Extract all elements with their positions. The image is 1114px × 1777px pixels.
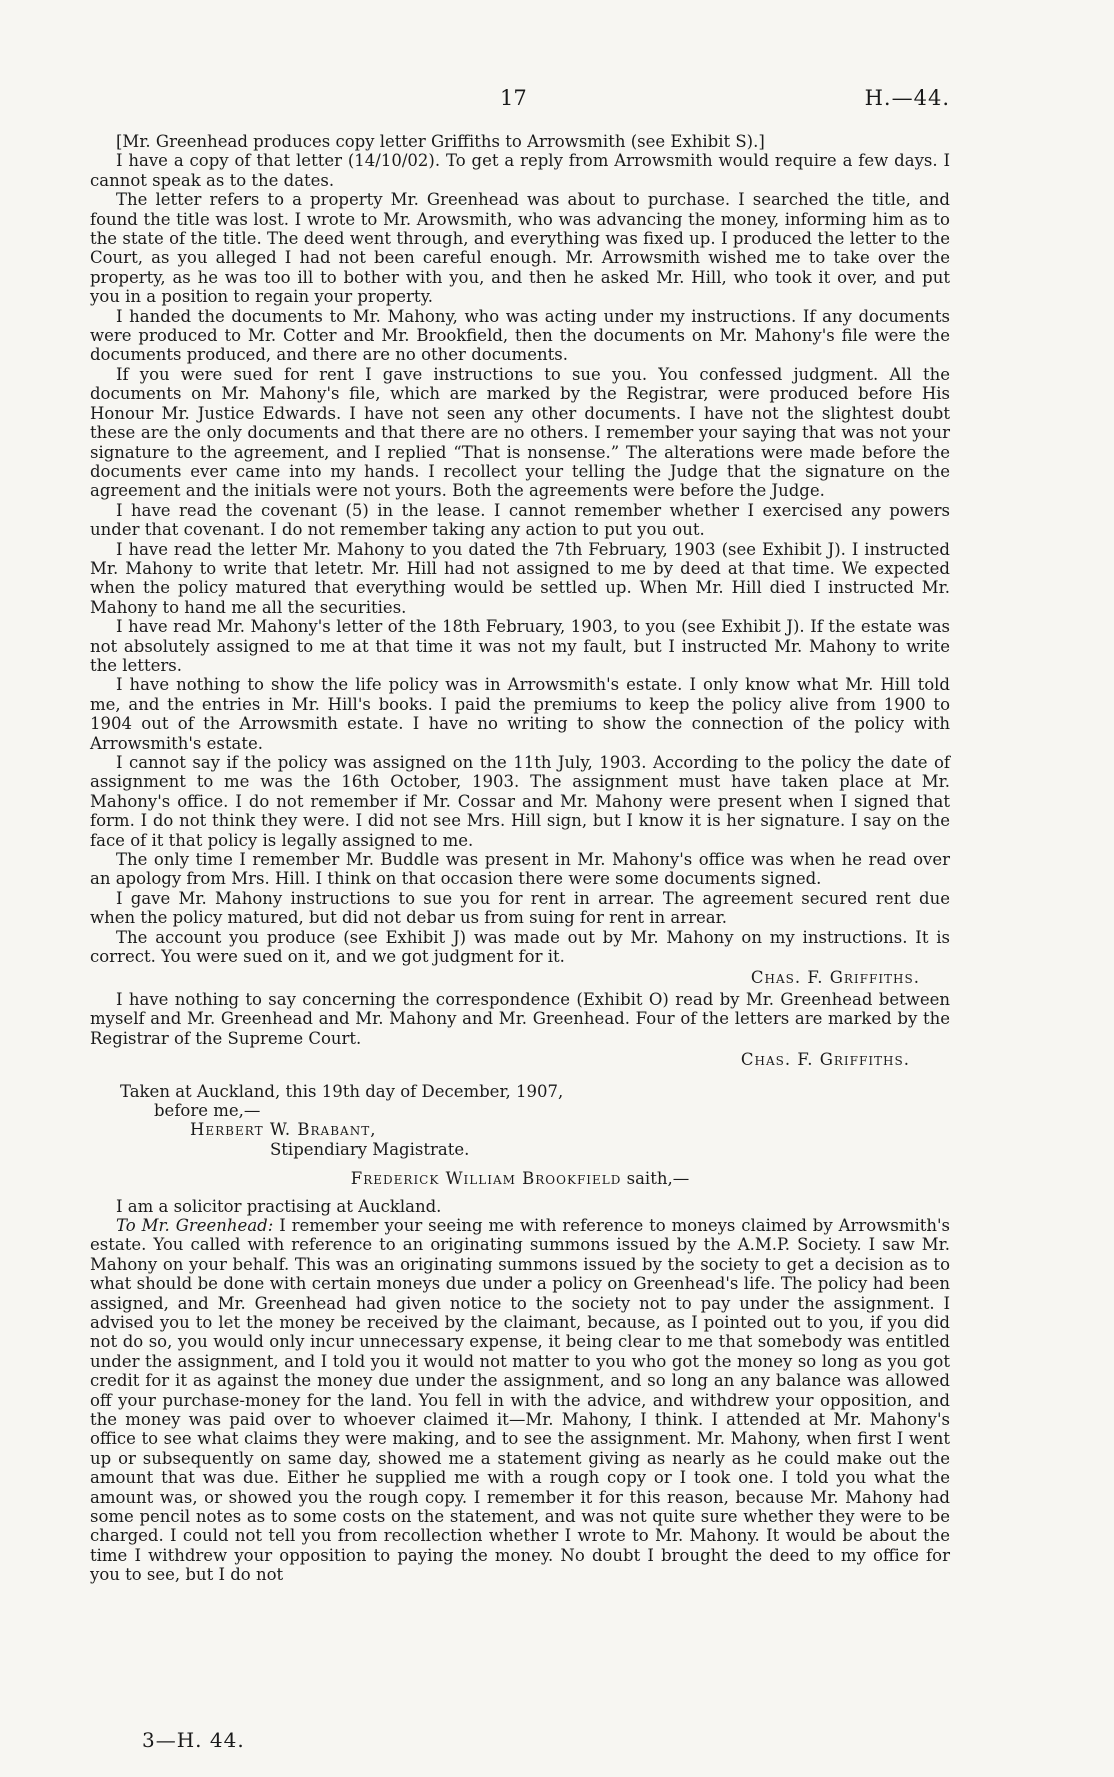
jurat-taken: Taken at Auckland, this 19th day of December, 1907, (120, 1081, 564, 1101)
paragraph: I handed the documents to Mr. Mahony, who was acting under my instructions. If any documents were produced to Mr. Cotter and Mr. Brookfield, then the documents on Mr. Mahony's file were the documents produced, and there are no other documents. (90, 306, 950, 365)
paper-reference: H.—44. (864, 86, 950, 110)
page-number: 17 (500, 86, 527, 110)
paragraph: The only time I remember Mr. Buddle was present in Mr. Mahony's office was when he read over an apology from Mrs. Hill. I think on that occasion there were some documents signed. (90, 850, 950, 889)
paragraph: I have nothing to say concerning the correspondence (Exhibit O) read by Mr. Greenhead between myself and Mr. Greenhead and Mr. Mahony and Mr. Greenhead. Four of the letters are marked by the Registrar of the Supreme Court. (90, 989, 950, 1048)
witness-saith: saith,— (621, 1169, 690, 1189)
testimony-text: I remember your seeing me with reference to moneys claimed by Arrowsmith's estate. You called with reference to an originating summons issued by the A.M.P. Society. I saw Mr. Mahony on your behalf. This was an originating summons issued by the society to get a decision as to what should be done with certain moneys due under a policy on Greenhead's life. The policy had been assigned, and Mr. Greenhead had given notice to the society not to pay under the assignment. I advised you to let the money be received by the claimant, because, as I pointed out to you, if you did not do so, you would only incur unnecessary expense, it being clear to me that somebody was entitled under the assignment, and I told you it would not matter to you who got the money so long as you got credit for it as against the money due under the assignment, and so long an any balance was allowed off your purchase-money for the land. You fell in with the advice, and withdrew your opposition, and the money was paid over to whoever claimed it—Mr. Mahony, I think. I attended at Mr. Mahony's office to see what claims they were making, and to see the assignment. Mr. Mahony, when first I went up or subsequently on same day, showed me a statement giving as nearly as he could make out the amount that was due. Either he supplied me with a rough copy or I took one. I told you what the amount was, or showed you the rough copy. I remember it for this reason, because Mr. Mahony had some pencil notes as to some costs on the statement, and was not quite sure whether they were to be charged. I could not tell you from recollection whether I wrote to Mr. Mahony. It would be about the time I withdrew your opposition to paying the money. No doubt I brought the deed to my office for you to see, but I do not (90, 1215, 951, 1585)
magistrate-title: Stipendiary Magistrate. (270, 1139, 470, 1159)
testimony-lead: To Mr. Greenhead: (116, 1215, 274, 1235)
signature-griffiths-1: Chas. F. Griffiths. (750, 968, 920, 988)
document-body (90, 132, 950, 1585)
jurat-before: before me,— (154, 1100, 261, 1120)
page-header (90, 86, 950, 116)
paragraph: The account you produce (see Exhibit J) was made out by Mr. Mahony on my instructions. It is correct. You were sued on it, and we got judgment for it. (90, 927, 950, 967)
signature-griffiths-2: Chas. F. Griffiths. (740, 1050, 910, 1070)
paragraph: I have read Mr. Mahony's letter of the 18th February, 1903, to you (see Exhibit J). If the estate was not absolutely assigned to me at that time it was not my fault, but I instructed Mr. Mahony to write the letters. (90, 617, 950, 675)
paragraph: I have a copy of that letter (14/10/02). To get a reply from Arrowsmith would require a few days. I cannot speak as to the dates. (90, 151, 950, 190)
magistrate-name: Herbert W. Brabant, (190, 1120, 377, 1140)
paragraph: I have nothing to show the life policy was in Arrowsmith's estate. I only know what Mr. Hill told me, and the entries in Mr. Hill's books. I paid the premiums to keep the policy alive from 1900 to 1904 out of the Arrowsmith estate. I have no writing to show the connection of the policy with Arrowsmith's estate. (90, 675, 950, 753)
paragraph: I gave Mr. Mahony instructions to sue you for rent in arrear. The agreement secured rent due when the policy matured, but did not debar us from suing for rent in arrear. (90, 888, 950, 928)
witness-name: Frederick William Brookfield (350, 1169, 622, 1189)
paragraph: I cannot say if the policy was assigned on the 11th July, 1903. According to the policy the date of assignment to me was the 16th October, 1903. The assignment must have taken place at Mr. Mahony's office. I do not remember if Mr. Cossar and Mr. Mahony were present when I signed that form. I do not think they were. I did not see Mrs. Hill sign, but I know it is her signature. I say on the face of it that policy is legally assigned to me. (90, 753, 950, 850)
witness-heading (90, 1169, 950, 1188)
paragraph: I am a solicitor practising at Auckland. (116, 1196, 442, 1216)
paragraph: The letter refers to a property Mr. Greenhead was about to purchase. I searched the title, and found the title was lost. I wrote to Mr. Arowsmith, who was advancing the money, informing him as to the state of the title. The deed went through, and everything was fixed up. I produced the letter to the Court, as you alleged I had not been careful enough. Mr. Arrowsmith wished me to take over the property, as he was too ill to bother with you, and then he asked Mr. Hill, who took it over, and put you in a position to regain your property. (90, 190, 950, 307)
paragraph: [Mr. Greenhead produces copy letter Griffiths to Arrowsmith (see Exhibit S).] (116, 132, 765, 151)
paragraph: I have read the covenant (5) in the lease. I cannot remember whether I exercised any powers under that covenant. I do not remember taking any action to put you out. (90, 500, 950, 540)
paragraph: If you were sued for rent I gave instructions to sue you. You confessed judgment. All the documents on Mr. Mahony's file, which are marked by the Registrar, were produced before His Honour Mr. Justice Edwards. I have not seen any other documents. I have not the slightest doubt these are the only documents and that there are no others. I remember your saying that was not your signature to the agreement, and I replied “That is nonsense.” The alterations were made before the documents ever came into my hands. I recollect your telling the Judge that the signature on the agreement and the initials were not yours. Both the agreements were before the Judge. (90, 364, 950, 501)
witness-testimony (90, 1216, 950, 1585)
footer-reference: 3—H. 44. (142, 1728, 245, 1752)
paragraph: I have read the letter Mr. Mahony to you dated the 7th February, 1903 (see Exhibit J). I instructed Mr. Mahony to write that letetr. Mr. Hill had not assigned to me by deed at that time. We expected when the policy matured that everything would be settled up. When Mr. Hill died I instructed Mr. Mahony to hand me all the securities. (90, 539, 950, 617)
